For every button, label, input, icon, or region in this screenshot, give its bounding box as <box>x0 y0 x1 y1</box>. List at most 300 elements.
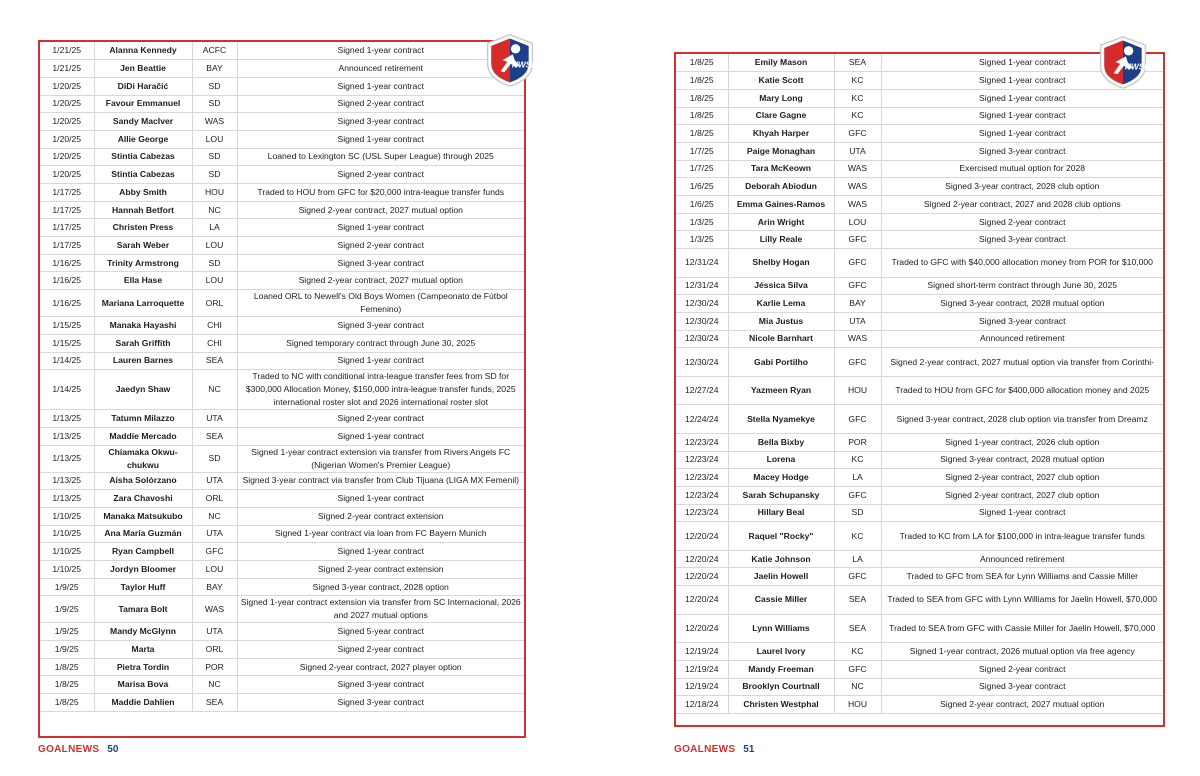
transaction-detail-cell: Signed 1-year contract <box>237 543 524 561</box>
date-cell: 1/21/25 <box>40 60 94 78</box>
table-row <box>40 201 524 219</box>
team-cell: UTA <box>834 142 881 160</box>
transactions-tbody <box>40 42 524 711</box>
date-cell: 12/30/24 <box>676 348 728 377</box>
table-row <box>40 184 524 202</box>
table-row <box>40 290 524 317</box>
player-name-cell: Favour Emmanuel <box>94 95 192 113</box>
table-row <box>676 522 1163 551</box>
team-cell: WAS <box>834 196 881 214</box>
date-cell: 12/23/24 <box>676 451 728 469</box>
table-row <box>676 330 1163 348</box>
date-cell: 1/8/25 <box>40 694 94 712</box>
date-cell: 1/13/25 <box>40 472 94 490</box>
page-footer <box>38 744 118 755</box>
transaction-detail-cell: Traded to GFC with $40,000 allocation money from POR for $10,000 <box>881 249 1163 278</box>
team-cell: LOU <box>192 237 237 255</box>
team-cell: SD <box>192 148 237 166</box>
table-row <box>676 405 1163 434</box>
table-row <box>676 469 1163 487</box>
date-cell: 1/15/25 <box>40 317 94 335</box>
team-cell: KC <box>834 522 881 551</box>
player-name-cell: Stella Nyamekye <box>728 405 834 434</box>
player-name-cell: Emily Mason <box>728 54 834 72</box>
table-row <box>676 678 1163 696</box>
table-row <box>676 550 1163 568</box>
transaction-detail-cell: Signed 3-year contract, 2028 mutual option <box>881 451 1163 469</box>
team-cell: SD <box>192 254 237 272</box>
player-name-cell: Maddie Mercado <box>94 427 192 445</box>
table-row <box>40 272 524 290</box>
team-cell: GFC <box>834 660 881 678</box>
player-name-cell: Clare Gagne <box>728 107 834 125</box>
table-row <box>40 370 524 410</box>
table-row <box>676 107 1163 125</box>
team-cell: POR <box>834 433 881 451</box>
date-cell: 1/20/25 <box>40 113 94 131</box>
transaction-detail-cell: Signed 3-year contract <box>881 678 1163 696</box>
team-cell: LOU <box>192 272 237 290</box>
table-row <box>40 694 524 712</box>
table-row <box>40 77 524 95</box>
date-cell: 1/13/25 <box>40 427 94 445</box>
transaction-detail-cell: Signed 2-year contract, 2027 mutual option <box>237 201 524 219</box>
date-cell: 12/23/24 <box>676 433 728 451</box>
player-name-cell: Ella Hase <box>94 272 192 290</box>
table-row <box>676 586 1163 615</box>
table-row <box>40 658 524 676</box>
transaction-detail-cell: Signed 3-year contract, 2028 mutual option <box>881 295 1163 313</box>
date-cell: 1/8/25 <box>40 676 94 694</box>
date-cell: 1/20/25 <box>40 166 94 184</box>
table-row <box>676 295 1163 313</box>
transaction-detail-cell: Announced retirement <box>881 330 1163 348</box>
team-cell: CHI <box>192 317 237 335</box>
table-row <box>676 312 1163 330</box>
team-cell: HOU <box>834 376 881 405</box>
player-name-cell: Maddie Dahlien <box>94 694 192 712</box>
transactions-table <box>676 54 1163 714</box>
date-cell: 1/17/25 <box>40 201 94 219</box>
table-row <box>676 643 1163 661</box>
transaction-detail-cell: Signed 2-year contract, 2027 player option <box>237 658 524 676</box>
date-cell: 1/16/25 <box>40 272 94 290</box>
team-cell: POR <box>192 658 237 676</box>
player-name-cell: Christen Westphal <box>728 696 834 714</box>
date-cell: 1/20/25 <box>40 130 94 148</box>
transaction-detail-cell: Signed 1-year contract <box>237 130 524 148</box>
player-name-cell: Marta <box>94 641 192 659</box>
team-cell: UTA <box>192 472 237 490</box>
team-cell: CHI <box>192 334 237 352</box>
transaction-detail-cell: Traded to SEA from GFC with Lynn Williams for Jaelin Howell, $70,000 <box>881 586 1163 615</box>
team-cell: GFC <box>834 405 881 434</box>
table-row <box>40 507 524 525</box>
player-name-cell: Raquel "Rocky" <box>728 522 834 551</box>
table-row <box>40 113 524 131</box>
table-row <box>40 219 524 237</box>
transaction-detail-cell: Signed 1-year contract extension via transfer from Rivers Angels FC (Nigerian Women's Premier League) <box>237 445 524 472</box>
date-cell: 1/7/25 <box>676 160 728 178</box>
date-cell: 1/9/25 <box>40 641 94 659</box>
date-cell: 12/31/24 <box>676 249 728 278</box>
date-cell: 12/19/24 <box>676 660 728 678</box>
player-name-cell: Lorena <box>728 451 834 469</box>
table-row <box>676 125 1163 143</box>
date-cell: 1/14/25 <box>40 370 94 410</box>
player-name-cell: Hillary Beal <box>728 504 834 522</box>
transaction-detail-cell: Signed 2-year contract, 2027 mutual option <box>237 272 524 290</box>
team-cell: GFC <box>834 125 881 143</box>
date-cell: 12/23/24 <box>676 504 728 522</box>
team-cell: SEA <box>834 586 881 615</box>
table-row <box>676 231 1163 249</box>
date-cell: 1/16/25 <box>40 254 94 272</box>
table-row <box>40 525 524 543</box>
team-cell: HOU <box>192 184 237 202</box>
player-name-cell: Trinity Armstrong <box>94 254 192 272</box>
team-cell: NC <box>192 201 237 219</box>
table-row <box>40 410 524 428</box>
team-cell: GFC <box>834 486 881 504</box>
team-cell: SEA <box>834 54 881 72</box>
player-name-cell: Emma Gaines-Ramos <box>728 196 834 214</box>
team-cell: GFC <box>834 231 881 249</box>
player-name-cell: Mandy Freeman <box>728 660 834 678</box>
date-cell: 1/15/25 <box>40 334 94 352</box>
footer-brand: GOALNEWS <box>674 744 736 755</box>
team-cell: LA <box>834 469 881 487</box>
player-name-cell: Stintia Cabezas <box>94 148 192 166</box>
team-cell: SD <box>834 504 881 522</box>
date-cell: 1/6/25 <box>676 178 728 196</box>
date-cell: 1/7/25 <box>676 142 728 160</box>
date-cell: 1/9/25 <box>40 596 94 623</box>
transaction-detail-cell: Signed 1-year contract <box>237 77 524 95</box>
transaction-detail-cell: Signed 1-year contract <box>237 42 524 60</box>
date-cell: 12/24/24 <box>676 405 728 434</box>
team-cell: NC <box>192 507 237 525</box>
player-name-cell: Karlie Lema <box>728 295 834 313</box>
player-name-cell: Sarah Weber <box>94 237 192 255</box>
transaction-detail-cell: Signed temporary contract through June 30, 2025 <box>237 334 524 352</box>
player-name-cell: Mia Justus <box>728 312 834 330</box>
player-name-cell: Lauren Barnes <box>94 352 192 370</box>
player-name-cell: Manaka Matsukubo <box>94 507 192 525</box>
date-cell: 1/10/25 <box>40 543 94 561</box>
transaction-detail-cell: Signed 2-year contract <box>881 213 1163 231</box>
date-cell: 1/20/25 <box>40 148 94 166</box>
date-cell: 12/18/24 <box>676 696 728 714</box>
table-row <box>676 348 1163 377</box>
team-cell: WAS <box>192 596 237 623</box>
player-name-cell: Hannah Betfort <box>94 201 192 219</box>
team-cell: ORL <box>192 290 237 317</box>
player-name-cell: Taylor Huff <box>94 578 192 596</box>
date-cell: 12/30/24 <box>676 295 728 313</box>
transaction-detail-cell: Signed 2-year contract, 2027 club option <box>881 486 1163 504</box>
transaction-detail-cell: Signed 2-year contract <box>237 237 524 255</box>
player-name-cell: Katie Johnson <box>728 550 834 568</box>
team-cell: WAS <box>834 160 881 178</box>
team-cell: KC <box>834 107 881 125</box>
team-cell: ORL <box>192 641 237 659</box>
player-name-cell: Lynn Williams <box>728 614 834 643</box>
date-cell: 1/10/25 <box>40 507 94 525</box>
transaction-detail-cell: Signed 1-year contract, 2026 mutual option via free agency <box>881 643 1163 661</box>
transaction-detail-cell: Signed 1-year contract <box>881 89 1163 107</box>
player-name-cell: Deborah Abiodun <box>728 178 834 196</box>
player-name-cell: Mariana Larroquette <box>94 290 192 317</box>
team-cell: WAS <box>834 330 881 348</box>
player-name-cell: Mandy McGlynn <box>94 623 192 641</box>
player-name-cell: Macey Hodge <box>728 469 834 487</box>
date-cell: 1/3/25 <box>676 231 728 249</box>
transaction-detail-cell: Signed 1-year contract, 2026 club option <box>881 433 1163 451</box>
player-name-cell: Khyah Harper <box>728 125 834 143</box>
team-cell: UTA <box>192 623 237 641</box>
team-cell: SD <box>192 77 237 95</box>
table-row <box>40 95 524 113</box>
player-name-cell: Zara Chavoshi <box>94 490 192 508</box>
date-cell: 12/31/24 <box>676 277 728 295</box>
team-cell: SD <box>192 445 237 472</box>
transaction-detail-cell: Loaned to Lexington SC (USL Super League) through 2025 <box>237 148 524 166</box>
transaction-detail-cell: Traded to HOU from GFC for $20,000 intra-league transfer funds <box>237 184 524 202</box>
table-row <box>40 676 524 694</box>
page-number: 50 <box>107 744 119 755</box>
player-name-cell: Aisha Solórzano <box>94 472 192 490</box>
page-footer <box>674 744 754 755</box>
date-cell: 1/9/25 <box>40 623 94 641</box>
player-name-cell: Sarah Griffith <box>94 334 192 352</box>
table-row <box>40 352 524 370</box>
team-cell: GFC <box>192 543 237 561</box>
team-cell: GFC <box>834 249 881 278</box>
date-cell: 12/30/24 <box>676 330 728 348</box>
team-cell: LOU <box>834 213 881 231</box>
transaction-detail-cell: Signed 1-year contract <box>881 54 1163 72</box>
table-row <box>676 178 1163 196</box>
transaction-detail-cell: Signed 3-year contract via transfer from Club Tijuana (LIGA MX Femenil) <box>237 472 524 490</box>
transaction-detail-cell: Signed 1-year contract <box>237 219 524 237</box>
player-name-cell: Nicole Barnhart <box>728 330 834 348</box>
date-cell: 12/23/24 <box>676 486 728 504</box>
table-row <box>676 504 1163 522</box>
date-cell: 12/27/24 <box>676 376 728 405</box>
transaction-detail-cell: Signed 1-year contract via loan from FC Bayern Munich <box>237 525 524 543</box>
player-name-cell: Arin Wright <box>728 213 834 231</box>
transactions-tbody <box>676 54 1163 713</box>
player-name-cell: Jordyn Bloomer <box>94 561 192 579</box>
team-cell: GFC <box>834 277 881 295</box>
date-cell: 1/8/25 <box>676 89 728 107</box>
table-row <box>676 160 1163 178</box>
team-cell: SEA <box>192 427 237 445</box>
transactions-table-frame <box>38 40 526 738</box>
table-row <box>40 60 524 78</box>
transaction-detail-cell: Signed 3-year contract <box>237 676 524 694</box>
team-cell: HOU <box>834 696 881 714</box>
date-cell: 1/20/25 <box>40 77 94 95</box>
player-name-cell: Cassie Miller <box>728 586 834 615</box>
table-row <box>40 578 524 596</box>
transaction-detail-cell: Signed 3-year contract <box>881 312 1163 330</box>
table-row <box>40 561 524 579</box>
player-name-cell: Jaelin Howell <box>728 568 834 586</box>
player-name-cell: DiDi Haračić <box>94 77 192 95</box>
player-name-cell: Shelby Hogan <box>728 249 834 278</box>
date-cell: 12/19/24 <box>676 643 728 661</box>
date-cell: 1/10/25 <box>40 561 94 579</box>
transaction-detail-cell: Traded to HOU from GFC for $400,000 allocation money and 2025 <box>881 376 1163 405</box>
transaction-detail-cell: Signed 3-year contract <box>881 231 1163 249</box>
date-cell: 1/17/25 <box>40 219 94 237</box>
player-name-cell: Lilly Reale <box>728 231 834 249</box>
transaction-detail-cell: Signed 2-year contract <box>237 410 524 428</box>
player-name-cell: Allie George <box>94 130 192 148</box>
footer-brand: GOALNEWS <box>38 744 100 755</box>
team-cell: GFC <box>834 568 881 586</box>
player-name-cell: Gabi Portilho <box>728 348 834 377</box>
team-cell: WAS <box>192 113 237 131</box>
team-cell: ORL <box>192 490 237 508</box>
table-row <box>40 130 524 148</box>
table-row <box>40 543 524 561</box>
player-name-cell: Alanna Kennedy <box>94 42 192 60</box>
player-name-cell: Jen Beattie <box>94 60 192 78</box>
transaction-detail-cell: Signed 1-year contract <box>881 504 1163 522</box>
table-row <box>40 445 524 472</box>
player-name-cell: Katie Scott <box>728 72 834 90</box>
date-cell: 12/20/24 <box>676 586 728 615</box>
team-cell: ACFC <box>192 42 237 60</box>
table-row <box>40 623 524 641</box>
table-row <box>40 237 524 255</box>
player-name-cell: Stintia Cabezas <box>94 166 192 184</box>
team-cell: BAY <box>192 60 237 78</box>
transaction-detail-cell: Signed 3-year contract, 2028 club option <box>881 178 1163 196</box>
table-row <box>676 142 1163 160</box>
player-name-cell: Sandy MacIver <box>94 113 192 131</box>
page-right <box>600 0 1200 776</box>
team-cell: GFC <box>834 348 881 377</box>
transaction-detail-cell: Signed 3-year contract, 2028 club option via transfer from Dreamz <box>881 405 1163 434</box>
date-cell: 1/16/25 <box>40 290 94 317</box>
table-row <box>676 614 1163 643</box>
date-cell: 1/14/25 <box>40 352 94 370</box>
player-name-cell: Paige Monaghan <box>728 142 834 160</box>
table-row <box>40 427 524 445</box>
date-cell: 1/8/25 <box>676 125 728 143</box>
transaction-detail-cell: Signed 1-year contract <box>237 427 524 445</box>
date-cell: 12/20/24 <box>676 522 728 551</box>
date-cell: 1/8/25 <box>676 72 728 90</box>
date-cell: 1/9/25 <box>40 578 94 596</box>
transaction-detail-cell: Announced retirement <box>237 60 524 78</box>
date-cell: 1/8/25 <box>40 658 94 676</box>
transaction-detail-cell: Signed 1-year contract <box>237 352 524 370</box>
player-name-cell: Tara McKeown <box>728 160 834 178</box>
team-cell: UTA <box>834 312 881 330</box>
transaction-detail-cell: Traded to NC with conditional intra-league transfer fees from SD for $300,000 Allocation Money, $150,000 intra-league transfer funds, 2025 international roster slot and 2026 international roster slot <box>237 370 524 410</box>
transaction-detail-cell: Signed 3-year contract <box>881 142 1163 160</box>
date-cell: 1/13/25 <box>40 445 94 472</box>
team-cell: KC <box>834 89 881 107</box>
player-name-cell: Christen Press <box>94 219 192 237</box>
date-cell: 1/20/25 <box>40 95 94 113</box>
player-name-cell: Jéssica Silva <box>728 277 834 295</box>
player-name-cell: Sarah Schupansky <box>728 486 834 504</box>
team-cell: NC <box>834 678 881 696</box>
team-cell: UTA <box>192 410 237 428</box>
table-row <box>40 317 524 335</box>
table-row <box>676 249 1163 278</box>
transaction-detail-cell: Signed 1-year contract <box>881 125 1163 143</box>
player-name-cell: Pietra Tordin <box>94 658 192 676</box>
date-cell: 1/6/25 <box>676 196 728 214</box>
date-cell: 1/17/25 <box>40 237 94 255</box>
team-cell: KC <box>834 451 881 469</box>
table-row <box>40 254 524 272</box>
transaction-detail-cell: Signed 1-year contract <box>881 107 1163 125</box>
transactions-table <box>40 42 524 712</box>
team-cell: KC <box>834 643 881 661</box>
player-name-cell: Abby Smith <box>94 184 192 202</box>
player-name-cell: Mary Long <box>728 89 834 107</box>
transaction-detail-cell: Signed 3-year contract <box>237 317 524 335</box>
team-cell: LOU <box>192 130 237 148</box>
table-row <box>676 568 1163 586</box>
transaction-detail-cell: Signed 2-year contract <box>237 641 524 659</box>
table-row <box>676 486 1163 504</box>
team-cell: BAY <box>834 295 881 313</box>
team-cell: LOU <box>192 561 237 579</box>
team-cell: UTA <box>192 525 237 543</box>
transaction-detail-cell: Signed 2-year contract <box>237 95 524 113</box>
date-cell: 1/13/25 <box>40 490 94 508</box>
transaction-detail-cell: Announced retirement <box>881 550 1163 568</box>
transaction-detail-cell: Exercised mutual option for 2028 <box>881 160 1163 178</box>
player-name-cell: Chiamaka Okwu-chukwu <box>94 445 192 472</box>
transaction-detail-cell: Signed 2-year contract extension <box>237 507 524 525</box>
table-row <box>40 42 524 60</box>
date-cell: 12/30/24 <box>676 312 728 330</box>
player-name-cell: Manaka Hayashi <box>94 317 192 335</box>
table-row <box>676 72 1163 90</box>
team-cell: SD <box>192 166 237 184</box>
date-cell: 1/3/25 <box>676 213 728 231</box>
table-row <box>40 641 524 659</box>
transaction-detail-cell: Signed 3-year contract, 2028 option <box>237 578 524 596</box>
nwsl-logo-icon <box>1095 34 1151 90</box>
transaction-detail-cell: Signed 3-year contract <box>237 254 524 272</box>
player-name-cell: Brooklyn Courtnall <box>728 678 834 696</box>
table-row <box>40 148 524 166</box>
logo-text: NWSL <box>511 59 537 70</box>
page-number: 51 <box>743 744 755 755</box>
player-name-cell: Ana María Guzmán <box>94 525 192 543</box>
transaction-detail-cell: Signed 2-year contract <box>881 660 1163 678</box>
transaction-detail-cell: Traded to SEA from GFC with Cassie Miller for Jaelin Howell, $70,000 <box>881 614 1163 643</box>
player-name-cell: Marisa Bova <box>94 676 192 694</box>
transaction-detail-cell: Signed 2-year contract, 2027 mutual option <box>881 696 1163 714</box>
transaction-detail-cell: Loaned ORL to Newell's Old Boys Women (Campeonato de Fútbol Femenino) <box>237 290 524 317</box>
date-cell: 1/13/25 <box>40 410 94 428</box>
nwsl-logo-icon <box>482 32 538 88</box>
transaction-detail-cell: Traded to GFC from SEA for Lynn Williams and Cassie Miller <box>881 568 1163 586</box>
player-name-cell: Ryan Campbell <box>94 543 192 561</box>
